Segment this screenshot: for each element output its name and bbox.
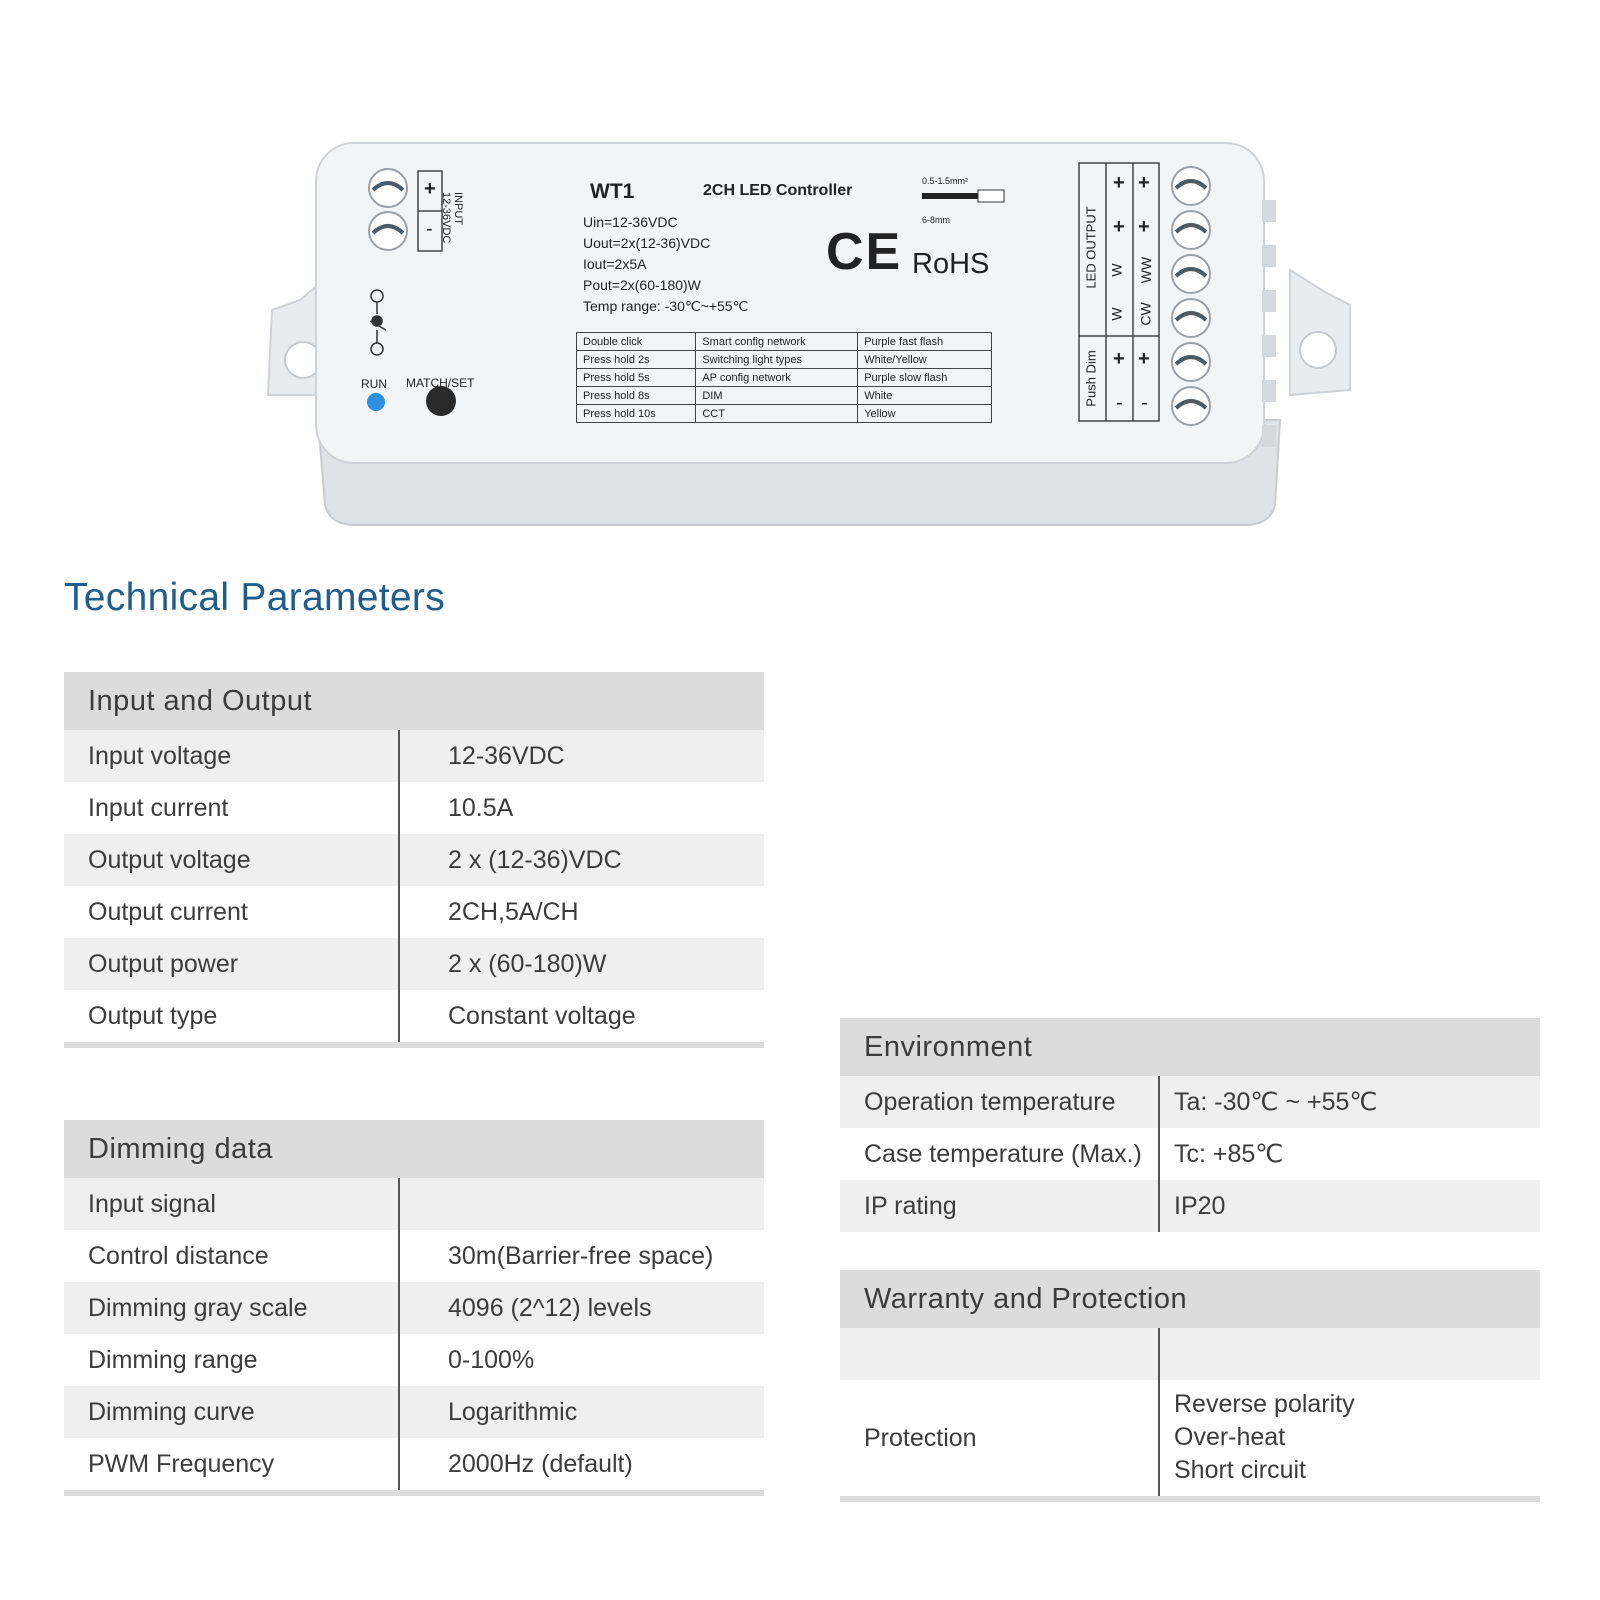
mode-action: Press hold 5s	[577, 369, 696, 387]
mode-row	[577, 387, 992, 405]
mode-action: Press hold 10s	[577, 405, 696, 423]
param-value: Constant voltage	[398, 990, 636, 1042]
rohs-mark: RoHS	[912, 248, 990, 280]
param-label: Operation temperature	[864, 1088, 1116, 1116]
param-label: Output type	[88, 1002, 218, 1030]
param-label: Output current	[88, 898, 248, 926]
output-mark: CW	[1137, 302, 1154, 326]
output-mark: W	[1108, 307, 1125, 321]
param-label: PWM Frequency	[88, 1450, 275, 1478]
param-label: Input signal	[88, 1190, 216, 1218]
param-value: 0-100%	[398, 1334, 534, 1386]
param-label	[840, 1328, 1158, 1380]
output-mark: +	[1113, 216, 1125, 238]
param-label: Dimming curve	[88, 1398, 255, 1426]
controller-drawing	[0, 0, 1600, 540]
input-plus-mark: +	[424, 178, 436, 200]
device-spec: Iout=2x5A	[583, 256, 647, 272]
param-label: Case temperature (Max.)	[864, 1140, 1142, 1168]
mode-row	[577, 405, 992, 423]
led-output-label: LED OUTPUT	[1083, 206, 1099, 289]
environment-table	[840, 1018, 1540, 1232]
dimming-table	[64, 1120, 764, 1496]
output-mark: WW	[1138, 256, 1155, 284]
table-row	[64, 938, 764, 990]
output-mark: +	[1138, 172, 1150, 194]
wire-gauge-label: 0.5-1.5mm²	[922, 176, 969, 186]
mode-action: Double click	[577, 333, 696, 351]
protection-label: Protection	[864, 1424, 977, 1452]
table-row	[64, 834, 764, 886]
param-value: 2 x (12-36)VDC	[398, 834, 622, 886]
mode-function: CCT	[696, 405, 858, 423]
param-value: 30m(Barrier-free space)	[398, 1230, 713, 1282]
table-row	[840, 1328, 1540, 1380]
mode-row	[577, 369, 992, 387]
param-label: Dimming range	[88, 1346, 258, 1374]
mode-indicator: White/Yellow	[858, 351, 992, 369]
table-title: Input and Output	[64, 672, 764, 730]
param-value: 2000Hz (default)	[398, 1438, 633, 1490]
run-label: RUN	[361, 377, 387, 391]
mode-action: Press hold 2s	[577, 351, 696, 369]
page-title: Technical Parameters	[64, 576, 445, 619]
device-spec: Temp range: -30℃~+55℃	[583, 298, 749, 314]
protection-item: Over-heat	[1174, 1423, 1286, 1451]
table-row	[840, 1380, 1540, 1496]
table-row	[64, 730, 764, 782]
match-set-label: MATCH/SET	[406, 376, 475, 390]
table-title: Dimming data	[64, 1120, 764, 1178]
table-row	[64, 1178, 764, 1230]
output-mark: -	[1116, 392, 1123, 414]
mode-row	[577, 351, 992, 369]
table-divider	[64, 1490, 764, 1496]
param-value: Logarithmic	[398, 1386, 577, 1438]
param-label: IP rating	[864, 1192, 957, 1220]
param-label: Input current	[88, 794, 229, 822]
input-label: INPUT 12-36VDC	[440, 192, 464, 244]
wire-strip-label: 6-8mm	[922, 215, 951, 225]
param-value: IP20	[1158, 1180, 1225, 1232]
mode-function: DIM	[696, 387, 858, 405]
protection-item: Short circuit	[1174, 1456, 1306, 1484]
table-row	[840, 1128, 1540, 1180]
mode-table	[576, 332, 992, 423]
device-illustration	[0, 0, 1600, 540]
param-label: Dimming gray scale	[88, 1294, 308, 1322]
protection-item: Reverse polarity	[1174, 1390, 1355, 1418]
table-title: Environment	[840, 1018, 1540, 1076]
table-row	[64, 1386, 764, 1438]
mode-function: Switching light types	[696, 351, 858, 369]
device-model: WT1	[590, 180, 635, 203]
param-value: 10.5A	[398, 782, 513, 834]
output-mark: +	[1138, 216, 1150, 238]
right-screw-hole	[1300, 332, 1336, 368]
param-value: 12-36VDC	[398, 730, 565, 782]
param-label: Output voltage	[88, 846, 251, 874]
table-row	[64, 1334, 764, 1386]
warranty-table	[840, 1270, 1540, 1502]
output-mark: +	[1113, 172, 1125, 194]
param-label: Input voltage	[88, 742, 232, 770]
output-mark: +	[1138, 348, 1150, 370]
param-value: 2CH,5A/CH	[398, 886, 579, 938]
param-value: Tc: +85℃	[1158, 1128, 1283, 1180]
mode-indicator: Purple slow flash	[858, 369, 992, 387]
output-mark: +	[1113, 348, 1125, 370]
device-spec: Pout=2x(60-180)W	[583, 277, 701, 293]
param-value: 4096 (2^12) levels	[398, 1282, 652, 1334]
mode-indicator: Purple fast flash	[858, 333, 992, 351]
param-label: Control distance	[88, 1242, 269, 1270]
device-spec: Uin=12-36VDC	[583, 214, 678, 230]
table-row	[64, 886, 764, 938]
table-divider	[64, 1042, 764, 1048]
table-divider	[840, 1496, 1540, 1502]
run-led	[367, 393, 385, 411]
param-value	[1158, 1328, 1174, 1380]
device-name: 2CH LED Controller	[703, 182, 853, 199]
mode-action: Press hold 8s	[577, 387, 696, 405]
mode-function: Smart config network	[696, 333, 858, 351]
table-row	[64, 990, 764, 1042]
mode-row	[577, 333, 992, 351]
table-row	[840, 1076, 1540, 1128]
table-title: Warranty and Protection	[840, 1270, 1540, 1328]
mode-indicator: White	[858, 387, 992, 405]
match-set-button	[426, 386, 456, 416]
table-row	[64, 1438, 764, 1490]
table-row	[840, 1180, 1540, 1232]
param-value: 2 x (60-180)W	[398, 938, 606, 990]
output-mark: W	[1108, 263, 1125, 277]
output-mark: -	[1141, 392, 1148, 414]
param-value: Ta: -30℃ ~ +55℃	[1158, 1076, 1377, 1128]
input-minus-mark: -	[426, 218, 433, 240]
table-row	[64, 782, 764, 834]
protection-values	[1158, 1380, 1355, 1496]
param-value	[398, 1178, 448, 1230]
mode-indicator: Yellow	[858, 405, 992, 423]
mode-function: AP config network	[696, 369, 858, 387]
table-row	[64, 1282, 764, 1334]
push-dim-label: Push Dim	[1083, 350, 1099, 407]
ce-mark: CE	[826, 223, 903, 281]
input-output-table	[64, 672, 764, 1048]
param-label: Output power	[88, 950, 239, 978]
table-row	[64, 1230, 764, 1282]
device-spec: Uout=2x(12-36)VDC	[583, 235, 711, 251]
